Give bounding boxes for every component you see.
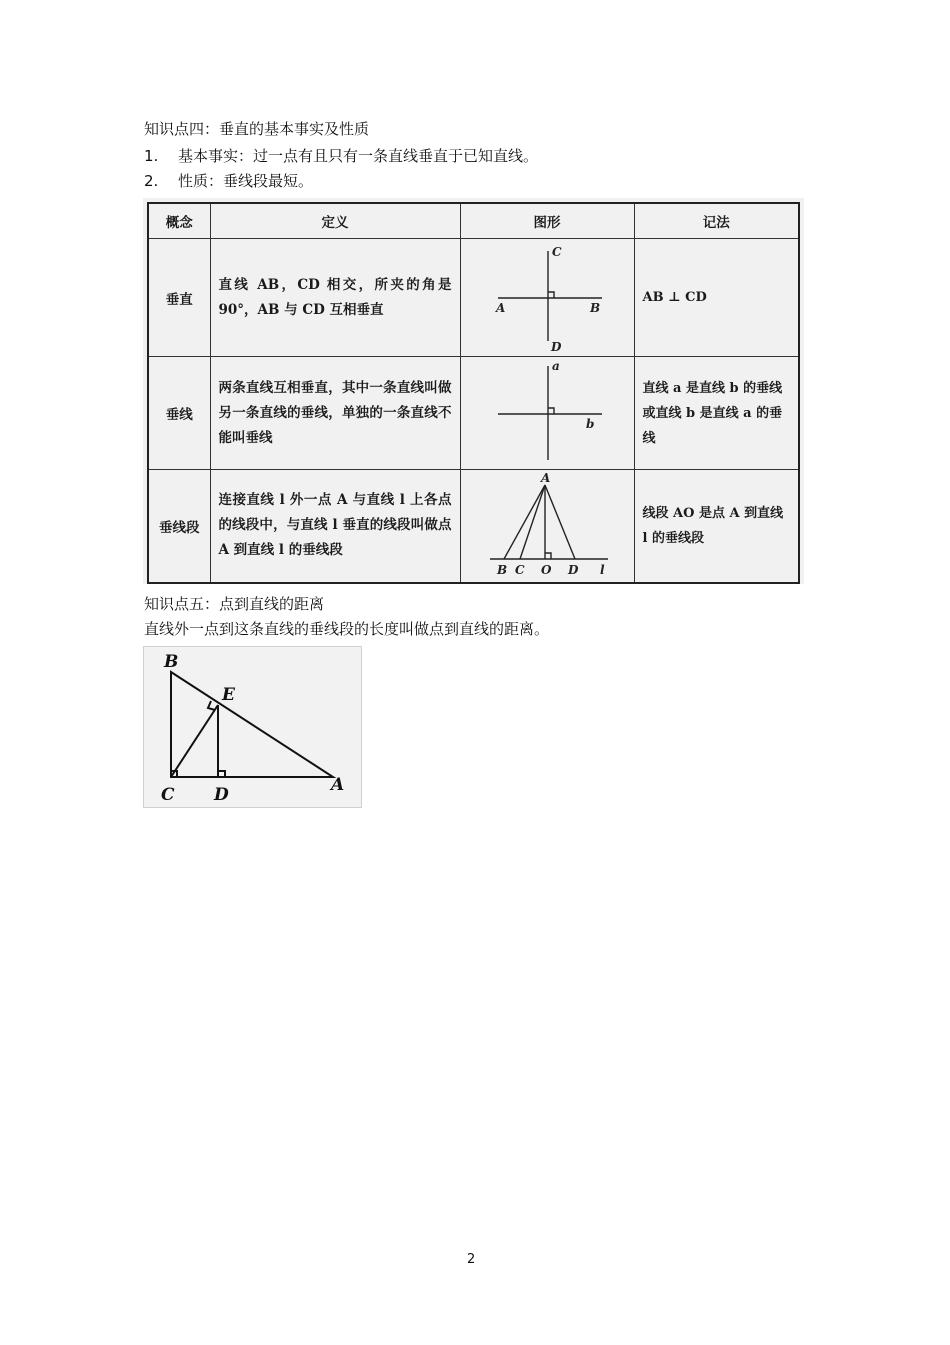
- table-row: [148, 470, 799, 583]
- header-definition: 定义: [210, 203, 460, 239]
- table-header-row: [148, 203, 799, 239]
- label-b: B: [497, 562, 508, 577]
- header-concept: 概念: [148, 203, 210, 239]
- row-notation: AB ⊥ CD: [634, 239, 799, 357]
- label-c: C: [161, 785, 175, 805]
- label-b: B: [590, 300, 601, 315]
- list-item-text: 性质：垂线段最短。: [178, 172, 314, 190]
- row-definition: 直线 AB，CD 相交，所夹的角是 90°，AB 与 CD 互相垂直: [210, 239, 460, 357]
- label-b: b: [586, 417, 595, 431]
- row-figure: [460, 239, 634, 357]
- label-c: C: [552, 244, 562, 259]
- row-concept: 垂直: [148, 239, 210, 357]
- section5-text: 直线外一点到这条直线的垂线段的长度叫做点到直线的距离。: [144, 620, 550, 638]
- page-number: 2: [467, 1252, 476, 1267]
- label-b: B: [164, 652, 179, 672]
- label-e: E: [222, 685, 235, 705]
- concept-table: [147, 202, 800, 584]
- list-item-1: [144, 146, 538, 166]
- header-notation: 记法: [634, 203, 799, 239]
- row-definition: 两条直线互相垂直，其中一条直线叫做另一条直线的垂线，单独的一条直线不能叫垂线: [210, 357, 460, 470]
- perpendicular-segment-figure: [462, 471, 632, 581]
- section4-heading: 知识点四：垂直的基本事实及性质: [144, 120, 370, 138]
- perpendicular-line-figure: [462, 358, 632, 468]
- label-l: l: [600, 562, 605, 577]
- right-triangle-figure: [143, 646, 362, 808]
- table-row: [148, 357, 799, 470]
- triangle-drawing: [144, 647, 361, 807]
- label-c: C: [515, 562, 525, 577]
- row-concept: 垂线: [148, 357, 210, 470]
- row-notation: 直线 a 是直线 b 的垂线或直线 b 是直线 a 的垂线: [634, 357, 799, 470]
- label-d: D: [214, 785, 229, 805]
- row-figure: [460, 470, 634, 583]
- list-item-number: 2.: [144, 172, 159, 190]
- label-a: A: [496, 300, 506, 315]
- list-item-2: [144, 171, 313, 191]
- list-item-number: 1.: [144, 147, 159, 165]
- row-notation: 线段 AO 是点 A 到直线 l 的垂线段: [634, 470, 799, 583]
- concept-table-scan: [143, 198, 804, 584]
- row-figure: [460, 357, 634, 470]
- label-a: A: [541, 470, 551, 485]
- row-concept: 垂线段: [148, 470, 210, 583]
- row-definition: 连接直线 l 外一点 A 与直线 l 上各点的线段中，与直线 l 垂直的线段叫做点 A 到直线 l 的垂线段: [210, 470, 460, 583]
- perpendicular-figure: [462, 241, 632, 355]
- label-a: A: [331, 775, 345, 795]
- section5-heading: 知识点五：点到直线的距离: [144, 595, 325, 613]
- header-figure: 图形: [460, 203, 634, 239]
- table-row: [148, 239, 799, 357]
- label-d: D: [551, 339, 562, 354]
- list-item-text: 基本事实：过一点有且只有一条直线垂直于已知直线。: [178, 147, 539, 165]
- label-a: a: [552, 359, 560, 373]
- label-o: O: [541, 562, 552, 577]
- label-d: D: [568, 562, 579, 577]
